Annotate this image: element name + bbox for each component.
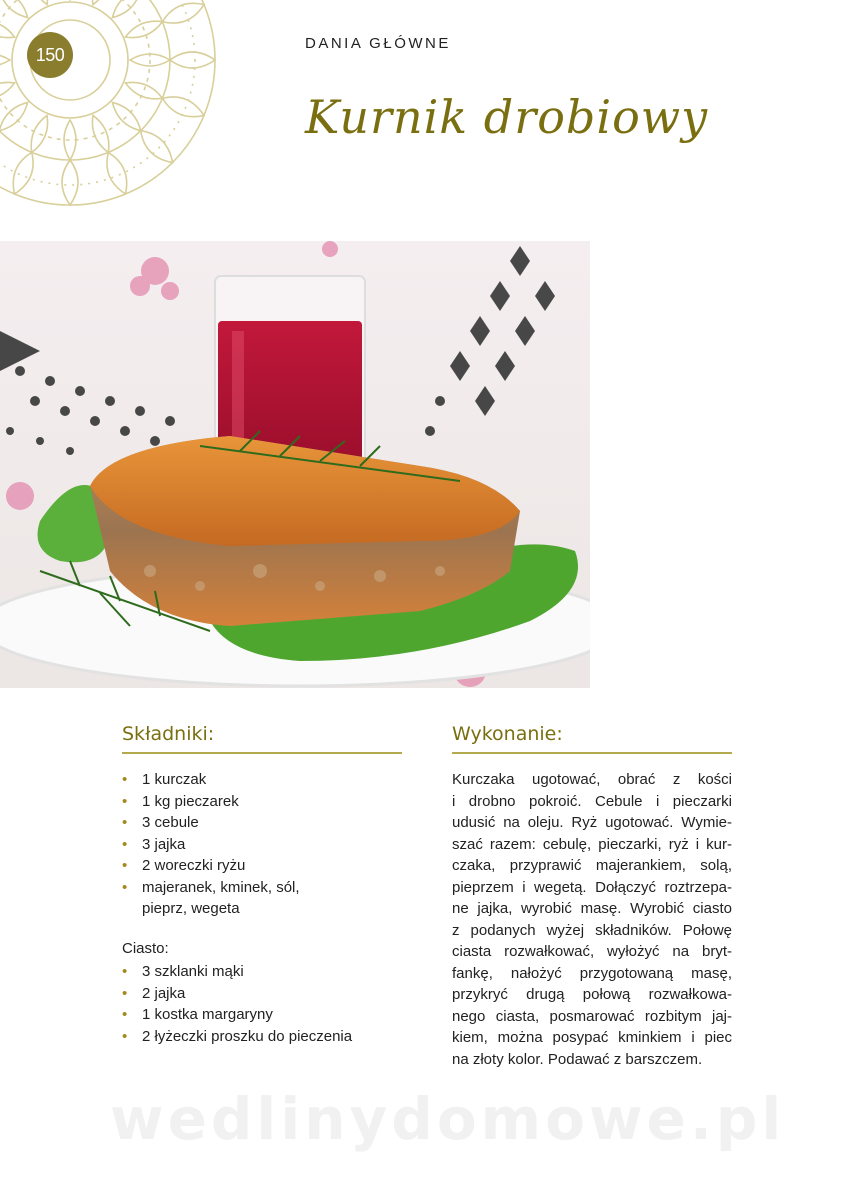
watermark: wedlinydomowe.pl bbox=[110, 1085, 786, 1153]
list-item: • 3 jajka bbox=[122, 834, 300, 856]
list-item-continuation: pieprz, wegeta bbox=[142, 900, 240, 917]
recipe-title: Kurnik drobiowy bbox=[305, 90, 709, 144]
list-item: • 3 cebule bbox=[122, 812, 300, 834]
method-line: kiem, można posypać kminkiem i piec bbox=[452, 1029, 732, 1046]
method-heading: Wykonanie: bbox=[452, 723, 563, 745]
list-item: • 1 kostka margaryny bbox=[122, 1004, 352, 1026]
method-line: nego ciasta, posmarować rozbitym jaj- bbox=[452, 1007, 732, 1025]
method-line: pieprzem i wegetą. Dołączyć roztrzepa- bbox=[452, 878, 732, 896]
method-line: przykryć drugą połową rozwałkowa- bbox=[452, 986, 732, 1003]
list-item: • 2 jajka bbox=[122, 983, 352, 1005]
dough-list bbox=[122, 961, 352, 1047]
dish-photo bbox=[0, 241, 590, 688]
ingredients-list bbox=[122, 769, 300, 920]
ingredients-heading: Składniki: bbox=[122, 723, 215, 745]
method-line: szać razem: cebulę, pieczarki, ryż i kur- bbox=[452, 835, 732, 853]
method-rule bbox=[452, 752, 732, 754]
method-line: z podanych wyżej składników. Połowę bbox=[452, 921, 732, 939]
page-number-badge: 150 bbox=[27, 32, 73, 78]
method-line: czaka, przyprawić majerankiem, solą, bbox=[452, 857, 732, 874]
mandala-ornament bbox=[0, 0, 230, 230]
list-item: • 3 szklanki mąki bbox=[122, 961, 352, 983]
method-line: ne jajka, wyrobić masę. Wyrobić ciasto bbox=[452, 900, 732, 917]
method-line: i drobno pokroić. Cebule i pieczarki bbox=[452, 792, 732, 810]
method-line: ciasta rozwałkować, wyłożyć na bryt- bbox=[452, 943, 732, 960]
method-line: na złoty kolor. Podawać z barszczem. bbox=[452, 1050, 703, 1068]
list-item: • 1 kg pieczarek bbox=[122, 791, 300, 813]
list-item: • 2 woreczki ryżu bbox=[122, 855, 300, 877]
method-line: udusić na oleju. Ryż ugotować. Wymie- bbox=[452, 814, 732, 831]
method-line: Kurczaka ugotować, obrać z kości bbox=[452, 771, 732, 788]
method-line: fankę, nałożyć przygotowaną masę, bbox=[452, 964, 732, 982]
list-item: • 1 kurczak bbox=[122, 769, 300, 791]
ingredients-rule bbox=[122, 752, 402, 754]
method-text bbox=[452, 769, 732, 1070]
list-item: • majeranek, kminek, sól, bbox=[122, 877, 300, 899]
list-item: • 2 łyżeczki proszku do pieczenia bbox=[122, 1026, 352, 1048]
section-label: DANIA GŁÓWNE bbox=[305, 35, 451, 52]
dough-label: Ciasto: bbox=[122, 940, 169, 957]
